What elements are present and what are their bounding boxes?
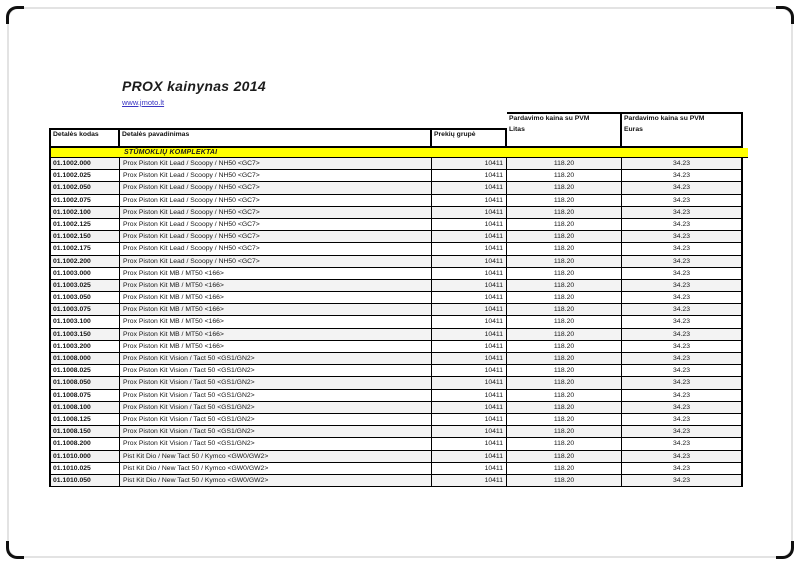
cell-detail-code: 01.1008.000	[49, 353, 120, 365]
cell-product-group: 10411	[432, 402, 507, 414]
cell-price-euras: 34.23	[622, 280, 743, 292]
cell-detail-name: Prox Piston Kit Vision / Tact 50 <GS1/GN2>	[120, 365, 432, 377]
cell-detail-name: Prox Piston Kit Vision / Tact 50 <GS1/GN2>	[120, 414, 432, 426]
cell-price-euras: 34.23	[622, 353, 743, 365]
cell-price-euras: 34.23	[622, 219, 743, 231]
cell-detail-name: Prox Piston Kit Lead / Scoopy / NH50 <GC7>	[120, 182, 432, 194]
header-price-euras-line1: Pardavimo kaina su PVM	[624, 115, 705, 122]
cell-price-euras: 34.23	[622, 231, 743, 243]
cell-product-group: 10411	[432, 329, 507, 341]
cell-product-group: 10411	[432, 243, 507, 255]
section-title: STŪMOKLIŲ KOMPLEKTAI	[124, 149, 218, 156]
cell-price-euras: 34.23	[622, 170, 743, 182]
cell-price-euras: 34.23	[622, 158, 743, 170]
cell-price-litas: 118.20	[507, 304, 622, 316]
cell-price-euras: 34.23	[622, 438, 743, 450]
table-row	[49, 280, 743, 292]
cell-detail-code: 01.1002.075	[49, 195, 120, 207]
cell-price-litas: 118.20	[507, 256, 622, 268]
cell-product-group: 10411	[432, 231, 507, 243]
cell-detail-code: 01.1003.100	[49, 316, 120, 328]
cell-detail-code: 01.1002.025	[49, 170, 120, 182]
cell-detail-name: Prox Piston Kit MB / MT50 <166>	[120, 304, 432, 316]
cell-detail-name: Prox Piston Kit MB / MT50 <166>	[120, 329, 432, 341]
cell-price-litas: 118.20	[507, 463, 622, 475]
cell-product-group: 10411	[432, 170, 507, 182]
cell-product-group: 10411	[432, 280, 507, 292]
table-row	[49, 451, 743, 463]
cell-detail-code: 01.1002.200	[49, 256, 120, 268]
header-price-euras-line2: Euras	[624, 126, 643, 134]
cell-detail-code: 01.1002.050	[49, 182, 120, 194]
cell-detail-name: Prox Piston Kit Lead / Scoopy / NH50 <GC7>	[120, 195, 432, 207]
cell-price-euras: 34.23	[622, 268, 743, 280]
table-row	[49, 219, 743, 231]
cell-price-litas: 118.20	[507, 207, 622, 219]
cell-price-euras: 34.23	[622, 304, 743, 316]
cell-product-group: 10411	[432, 377, 507, 389]
cell-detail-name: Prox Piston Kit Vision / Tact 50 <GS1/GN2>	[120, 377, 432, 389]
cell-product-group: 10411	[432, 451, 507, 463]
cell-detail-name: Prox Piston Kit MB / MT50 <166>	[120, 280, 432, 292]
header-price-litas	[507, 112, 622, 148]
table-row	[49, 231, 743, 243]
table-row	[49, 329, 743, 341]
cell-product-group: 10411	[432, 414, 507, 426]
cell-detail-code: 01.1008.100	[49, 402, 120, 414]
table-header-row	[49, 112, 743, 148]
cell-price-litas: 118.20	[507, 292, 622, 304]
cell-detail-code: 01.1003.050	[49, 292, 120, 304]
price-table	[49, 112, 743, 487]
cell-detail-code: 01.1003.000	[49, 268, 120, 280]
cell-price-euras: 34.23	[622, 316, 743, 328]
cell-detail-code: 01.1003.025	[49, 280, 120, 292]
cell-price-litas: 118.20	[507, 475, 622, 487]
cell-detail-code: 01.1010.050	[49, 475, 120, 487]
cell-detail-name: Prox Piston Kit MB / MT50 <166>	[120, 341, 432, 353]
table-row	[49, 304, 743, 316]
section-row-piston-kits	[49, 148, 748, 158]
header-detail-code: Detalės kodas	[49, 128, 120, 148]
cell-detail-code: 01.1003.150	[49, 329, 120, 341]
cell-product-group: 10411	[432, 426, 507, 438]
table-row	[49, 170, 743, 182]
cell-detail-name: Prox Piston Kit Lead / Scoopy / NH50 <GC7>	[120, 243, 432, 255]
cell-price-euras: 34.23	[622, 365, 743, 377]
cell-price-litas: 118.20	[507, 170, 622, 182]
table-row	[49, 353, 743, 365]
table-row	[49, 243, 743, 255]
cell-price-litas: 118.20	[507, 341, 622, 353]
table-row	[49, 182, 743, 194]
cell-product-group: 10411	[432, 304, 507, 316]
cell-detail-name: Pist Kit Dio / New Tact 50 / Kymco <GW0/GW2>	[120, 475, 432, 487]
cell-detail-code: 01.1002.150	[49, 231, 120, 243]
cell-price-litas: 118.20	[507, 280, 622, 292]
table-row	[49, 268, 743, 280]
cell-price-euras: 34.23	[622, 341, 743, 353]
cell-detail-name: Prox Piston Kit Vision / Tact 50 <GS1/GN2>	[120, 390, 432, 402]
header-price-euras	[622, 112, 743, 148]
cell-product-group: 10411	[432, 365, 507, 377]
table-row	[49, 365, 743, 377]
table-row	[49, 256, 743, 268]
scan-corner-bottom-left-icon	[6, 541, 24, 559]
table-row	[49, 316, 743, 328]
cell-price-euras: 34.23	[622, 195, 743, 207]
cell-price-litas: 118.20	[507, 219, 622, 231]
cell-price-litas: 118.20	[507, 365, 622, 377]
cell-price-euras: 34.23	[622, 451, 743, 463]
scan-corner-bottom-right-icon	[776, 541, 794, 559]
cell-price-euras: 34.23	[622, 377, 743, 389]
cell-product-group: 10411	[432, 353, 507, 365]
cell-detail-code: 01.1010.025	[49, 463, 120, 475]
cell-detail-code: 01.1008.200	[49, 438, 120, 450]
cell-price-euras: 34.23	[622, 390, 743, 402]
cell-detail-code: 01.1008.125	[49, 414, 120, 426]
cell-product-group: 10411	[432, 158, 507, 170]
header-price-litas-line1: Pardavimo kaina su PVM	[509, 115, 590, 122]
cell-detail-code: 01.1003.075	[49, 304, 120, 316]
cell-product-group: 10411	[432, 341, 507, 353]
cell-detail-name: Prox Piston Kit MB / MT50 <166>	[120, 292, 432, 304]
cell-product-group: 10411	[432, 268, 507, 280]
cell-price-litas: 118.20	[507, 414, 622, 426]
cell-detail-name: Pist Kit Dio / New Tact 50 / Kymco <GW0/GW2>	[120, 463, 432, 475]
cell-product-group: 10411	[432, 475, 507, 487]
table-row	[49, 158, 743, 170]
cell-detail-code: 01.1002.000	[49, 158, 120, 170]
table-row	[49, 414, 743, 426]
cell-detail-code: 01.1002.125	[49, 219, 120, 231]
cell-price-litas: 118.20	[507, 158, 622, 170]
cell-product-group: 10411	[432, 256, 507, 268]
cell-price-litas: 118.20	[507, 195, 622, 207]
scan-corner-top-left-icon	[6, 6, 24, 24]
cell-detail-name: Prox Piston Kit MB / MT50 <166>	[120, 316, 432, 328]
cell-detail-name: Prox Piston Kit Lead / Scoopy / NH50 <GC7>	[120, 219, 432, 231]
cell-detail-name: Pist Kit Dio / New Tact 50 / Kymco <GW0/GW2>	[120, 451, 432, 463]
cell-product-group: 10411	[432, 207, 507, 219]
table-row	[49, 426, 743, 438]
cell-price-litas: 118.20	[507, 438, 622, 450]
cell-detail-code: 01.1002.175	[49, 243, 120, 255]
header-price-litas-line2: Litas	[509, 126, 525, 134]
cell-price-euras: 34.23	[622, 426, 743, 438]
website-link[interactable]: www.jmoto.lt	[122, 98, 165, 107]
cell-detail-code: 01.1008.025	[49, 365, 120, 377]
cell-product-group: 10411	[432, 316, 507, 328]
cell-price-euras: 34.23	[622, 256, 743, 268]
cell-price-litas: 118.20	[507, 426, 622, 438]
table-row	[49, 390, 743, 402]
table-row	[49, 207, 743, 219]
cell-detail-name: Prox Piston Kit Lead / Scoopy / NH50 <GC7>	[120, 207, 432, 219]
cell-price-euras: 34.23	[622, 402, 743, 414]
cell-detail-name: Prox Piston Kit Vision / Tact 50 <GS1/GN2>	[120, 402, 432, 414]
cell-product-group: 10411	[432, 195, 507, 207]
cell-price-euras: 34.23	[622, 182, 743, 194]
table-row	[49, 475, 743, 487]
table-row	[49, 402, 743, 414]
cell-price-litas: 118.20	[507, 182, 622, 194]
cell-detail-code: 01.1003.200	[49, 341, 120, 353]
cell-detail-code: 01.1008.075	[49, 390, 120, 402]
cell-detail-name: Prox Piston Kit Vision / Tact 50 <GS1/GN2>	[120, 426, 432, 438]
cell-price-euras: 34.23	[622, 329, 743, 341]
cell-price-euras: 34.23	[622, 207, 743, 219]
cell-detail-name: Prox Piston Kit Lead / Scoopy / NH50 <GC7>	[120, 170, 432, 182]
cell-price-litas: 118.20	[507, 353, 622, 365]
cell-detail-name: Prox Piston Kit Vision / Tact 50 <GS1/GN2>	[120, 353, 432, 365]
cell-product-group: 10411	[432, 182, 507, 194]
cell-price-litas: 118.20	[507, 316, 622, 328]
table-row	[49, 292, 743, 304]
header-detail-name: Detalės pavadinimas	[120, 128, 432, 148]
table-row	[49, 377, 743, 389]
table-body	[49, 158, 743, 487]
cell-detail-name: Prox Piston Kit Lead / Scoopy / NH50 <GC7>	[120, 231, 432, 243]
cell-price-litas: 118.20	[507, 402, 622, 414]
cell-product-group: 10411	[432, 219, 507, 231]
cell-price-litas: 118.20	[507, 243, 622, 255]
cell-detail-name: Prox Piston Kit MB / MT50 <166>	[120, 268, 432, 280]
table-row	[49, 341, 743, 353]
table-row	[49, 195, 743, 207]
cell-product-group: 10411	[432, 438, 507, 450]
cell-detail-code: 01.1002.100	[49, 207, 120, 219]
cell-detail-name: Prox Piston Kit Lead / Scoopy / NH50 <GC7>	[120, 158, 432, 170]
cell-product-group: 10411	[432, 463, 507, 475]
table-row	[49, 463, 743, 475]
page-title: PROX kainynas 2014	[122, 78, 266, 94]
cell-price-litas: 118.20	[507, 377, 622, 389]
cell-price-euras: 34.23	[622, 414, 743, 426]
table-row	[49, 438, 743, 450]
cell-price-euras: 34.23	[622, 292, 743, 304]
cell-detail-name: Prox Piston Kit Lead / Scoopy / NH50 <GC7>	[120, 256, 432, 268]
cell-price-litas: 118.20	[507, 390, 622, 402]
cell-price-litas: 118.20	[507, 231, 622, 243]
cell-product-group: 10411	[432, 292, 507, 304]
scan-corner-top-right-icon	[776, 6, 794, 24]
cell-price-litas: 118.20	[507, 329, 622, 341]
cell-price-euras: 34.23	[622, 475, 743, 487]
cell-detail-code: 01.1008.150	[49, 426, 120, 438]
cell-detail-code: 01.1010.000	[49, 451, 120, 463]
cell-price-euras: 34.23	[622, 463, 743, 475]
cell-price-litas: 118.20	[507, 451, 622, 463]
header-product-group: Prekių grupė	[432, 128, 507, 148]
cell-product-group: 10411	[432, 390, 507, 402]
cell-detail-code: 01.1008.050	[49, 377, 120, 389]
cell-price-euras: 34.23	[622, 243, 743, 255]
cell-price-litas: 118.20	[507, 268, 622, 280]
cell-detail-name: Prox Piston Kit Vision / Tact 50 <GS1/GN2>	[120, 438, 432, 450]
